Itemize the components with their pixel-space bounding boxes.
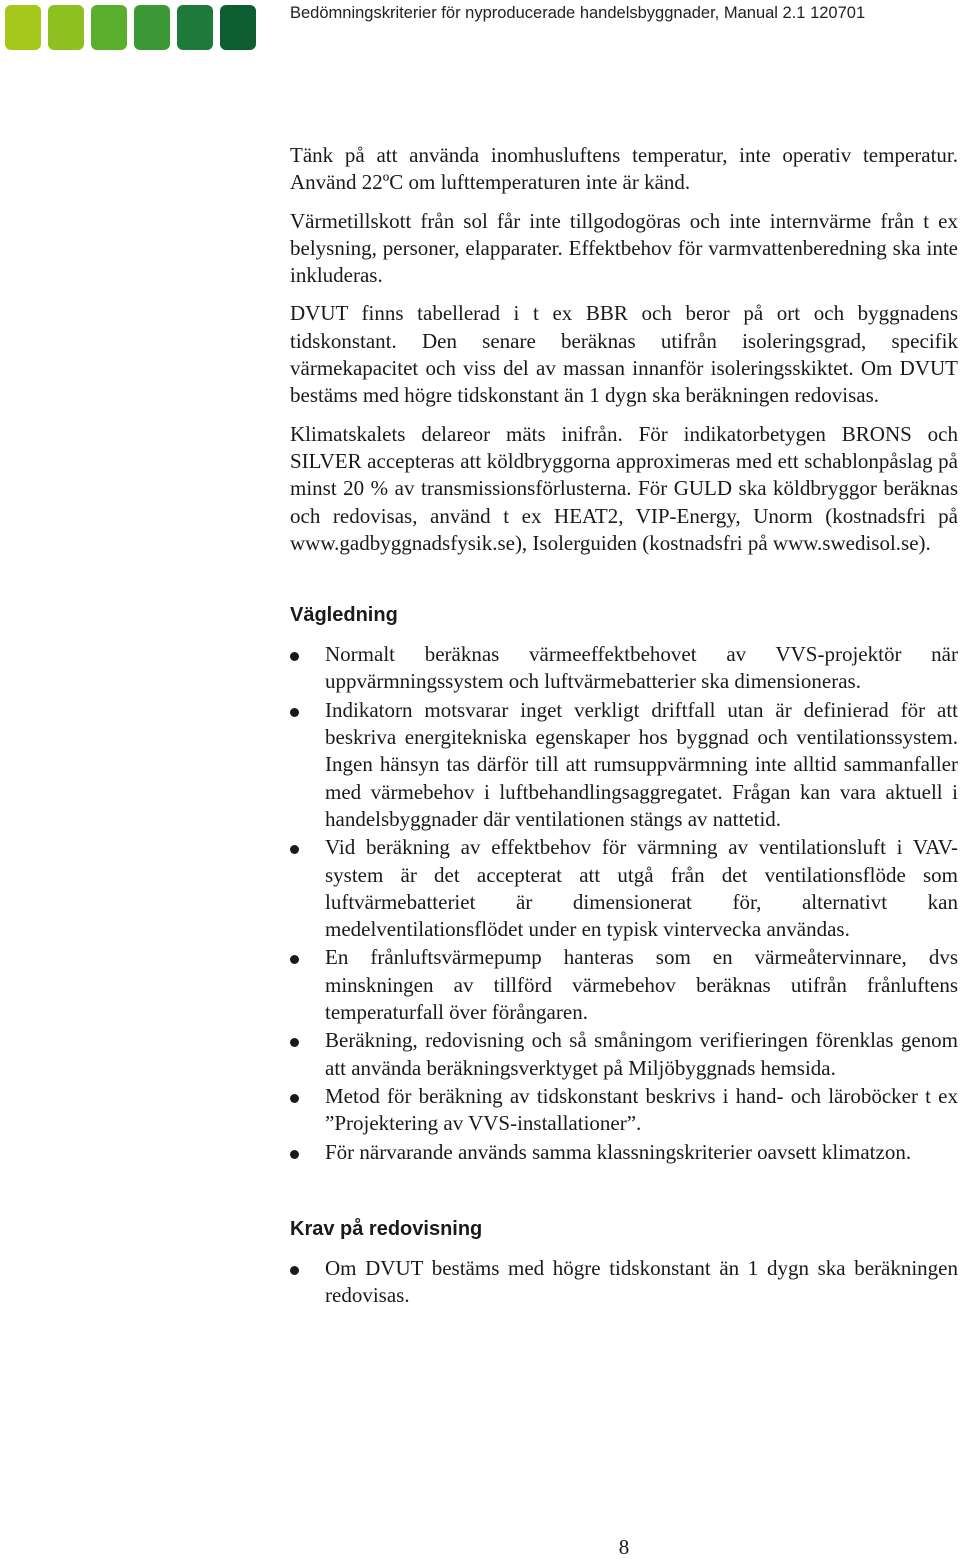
paragraph-thermal-bridges: Klimatskalets delareor mäts inifrån. För indikatorbetygen BRONS och SILVER accepteras att köldbryggorna approximeras med ett schablonpåslag på minst 20 % av transmissionsförlusterna. För GULD ska köldbryggor beräknas och redovisas, använd t ex HEAT2, VIP-Energy, Unorm (kostnadsfri på www.gadbyggnadsfysik.se), Isolerguiden (kostnadsfri på www.swedisol.se). (290, 421, 958, 555)
list-item-text: Metod för beräkning av tidskonstant beskrivs i hand- och läroböcker t ex ”Projektering av VVS-installationer”. (325, 1083, 958, 1136)
list-item (290, 944, 958, 1026)
bullet-icon (290, 1266, 299, 1275)
bullet-icon (290, 955, 299, 964)
logo-square (48, 5, 84, 50)
page-header (0, 0, 960, 60)
list-item-text: En frånluftsvärmepump hanteras som en värmeåtervinnare, dvs minskningen av tillförd värmebehov beräknas utifrån frånluftens temperaturfall över förångaren. (325, 945, 958, 1025)
bullet-icon (290, 845, 299, 854)
bullet-icon (290, 652, 299, 661)
list-item (290, 1027, 958, 1082)
bullet-icon (290, 708, 299, 717)
logo-square (220, 5, 256, 50)
logo (5, 5, 256, 50)
logo-square (91, 5, 127, 50)
list-item-text: Beräkning, redovisning och så småningom verifieringen förenklas genom att använda beräkningsverktyget på Miljöbyggnads hemsida. (325, 1028, 958, 1080)
paragraph-temperature: Tänk på att använda inomhusluftens temperatur, inte operativ temperatur. Använd 22ºC om lufttemperaturen inte är känd. (290, 143, 958, 195)
list-item-text: Indikatorn motsvarar inget verkligt driftfall utan är definierad för att beskriva energitekniska egenskaper hos byggnad och ventilationssystem. Ingen hänsyn tas därför till att rumsuppvärmning inte alltid sammanfaller med värmebehov i luftbehandlingsaggregatet. Frågan kan vara aktuell i handelsbyggnader där ventilationen stängs av nattetid. (325, 697, 958, 831)
vagledning-list (290, 641, 958, 1166)
logo-square (134, 5, 170, 50)
document-body (290, 142, 958, 1310)
list-item-text: För närvarande används samma klassningskriterier oavsett klimatzon. (325, 1139, 912, 1164)
section-heading-krav: Krav på redovisning (290, 1217, 483, 1240)
logo-square (5, 5, 41, 50)
list-item (290, 697, 958, 833)
header-title: Bedömningskriterier för nyproducerade handelsbyggnader, Manual 2.1 120701 (290, 4, 866, 22)
krav-list (290, 1255, 958, 1310)
list-item (290, 1083, 958, 1138)
list-item (290, 1139, 958, 1166)
list-item (290, 1255, 958, 1310)
list-item-text: Normalt beräknas värmeeffektbehovet av VVS-projektör när uppvärmningssystem och luftvärmebatterier ska dimensioneras. (325, 642, 958, 694)
paragraph-heat-gains: Värmetillskott från sol får inte tillgodogöras och inte internvärme från t ex belysning, personer, elapparater. Effektbehov för varmvattenberedning ska inte inkluderas. (290, 208, 958, 288)
logo-square (177, 5, 213, 50)
page-number: 8 (618, 1535, 630, 1559)
list-item (290, 641, 958, 696)
section-heading-vagledning: Vägledning (290, 604, 398, 627)
list-item (290, 834, 958, 943)
bullet-icon (290, 1094, 299, 1103)
paragraph-dvut: DVUT finns tabellerad i t ex BBR och beror på ort och byggnadens tidskonstant. Den senare beräknas utifrån isoleringsgrad, specifik värmekapacitet och viss del av massan innanför isoleringsskiktet. Om DVUT bestäms med högre tidskonstant än 1 dygn ska beräkningen redovisas. (290, 301, 958, 408)
list-item-text: Om DVUT bestäms med högre tidskonstant än 1 dygn ska beräkningen redovisas. (325, 1255, 958, 1308)
bullet-icon (290, 1150, 299, 1159)
bullet-icon (290, 1038, 299, 1047)
list-item-text: Vid beräkning av effektbehov för värmning av ventilationsluft i VAV-system är det accepterat att utgå från det ventilationsflöde som luftvärmebatteriet är dimensionerat för, alternativt kan medelventilationsflödet under en typisk vintervecka användas. (325, 835, 958, 942)
